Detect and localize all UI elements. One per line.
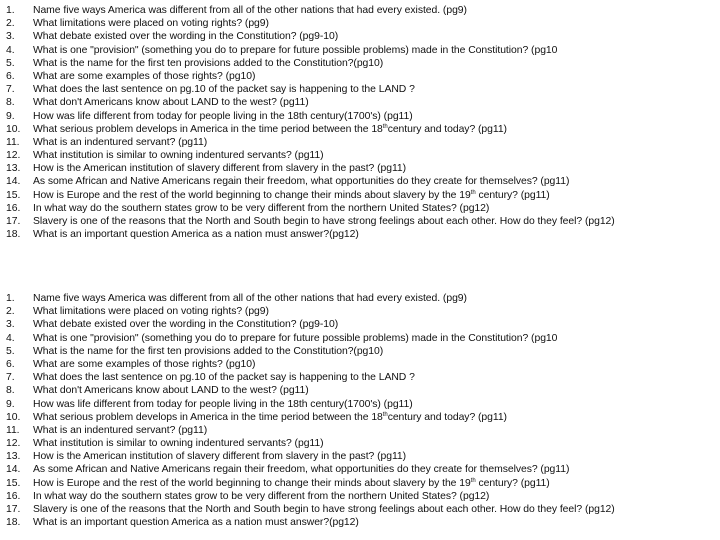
question-item	[6, 318, 718, 331]
question-item	[6, 345, 718, 358]
question-text	[33, 189, 550, 202]
question-item	[6, 411, 718, 424]
question-text	[33, 4, 467, 17]
question-text	[33, 44, 557, 57]
question-text-segment: What institution is similar to owning indentured servants? (pg11)	[33, 438, 324, 450]
question-text	[33, 450, 406, 463]
question-text	[33, 516, 359, 529]
question-text	[33, 70, 255, 83]
question-item	[6, 96, 718, 109]
question-text-segment: What is an important question America as a nation must answer?(pg12)	[33, 229, 359, 241]
question-text-segment: In what way do the southern states grow to be very different from the northern United States? (pg12)	[33, 490, 490, 502]
question-item	[6, 57, 718, 70]
question-text	[33, 17, 269, 30]
question-text-segment: Slavery is one of the reasons that the North and South begin to have strong feelings about each other. How do they feel? (pg12)	[33, 504, 615, 515]
question-text	[33, 96, 309, 109]
question-number: 13.	[6, 163, 21, 175]
question-text-segment: What is the name for the first ten provisions added to the Constitution?(pg10)	[33, 345, 384, 357]
question-number: 12.	[6, 150, 21, 162]
question-number: 18.	[6, 517, 21, 529]
question-item	[6, 110, 718, 123]
question-item	[6, 516, 718, 529]
question-number: 9.	[6, 110, 15, 122]
question-text-segment: What does the last sentence on pg.10 of the packet say is happening to the LAND ?	[33, 84, 415, 96]
question-number: 7.	[6, 84, 15, 96]
question-text	[33, 358, 255, 371]
question-text-segment: What institution is similar to owning indentured servants? (pg11)	[33, 150, 324, 162]
question-number: 12.	[6, 438, 21, 450]
question-number: 14.	[6, 464, 21, 476]
question-text	[33, 228, 359, 241]
question-text	[33, 149, 324, 162]
question-item	[6, 123, 718, 136]
question-number: 10.	[6, 411, 21, 423]
question-item	[6, 358, 718, 371]
question-text	[33, 83, 415, 96]
question-text	[33, 332, 557, 345]
question-number: 14.	[6, 176, 21, 188]
question-item	[6, 44, 718, 57]
question-text	[33, 30, 338, 43]
question-number: 2.	[6, 306, 15, 318]
ordinal-superscript: th	[470, 189, 476, 196]
question-item	[6, 424, 718, 437]
question-number: 13.	[6, 451, 21, 463]
question-item	[6, 463, 718, 476]
question-text-segment: What is an indentured servant? (pg11)	[33, 424, 208, 436]
question-text-segment: As some African and Native Americans regain their freedom, what opportunities do they create for themselves? (pg11)	[33, 464, 570, 476]
question-text-segment: What is one "provision" (something you do to prepare for future possible problems) made in the Constitution? (pg10	[33, 44, 558, 56]
question-text-segment: What don't Americans know about LAND to the west? (pg11)	[33, 97, 309, 109]
question-number: 16.	[6, 490, 21, 502]
question-text	[33, 371, 415, 384]
question-text-segment: How is Europe and the rest of the world beginning to change their minds about slavery by the 19	[33, 189, 471, 201]
question-text	[33, 384, 309, 397]
question-text-segment: century and today? (pg11)	[387, 411, 507, 423]
question-text-segment: century? (pg11)	[475, 477, 550, 489]
question-text	[33, 215, 615, 228]
question-text	[33, 305, 269, 318]
question-item	[6, 149, 718, 162]
question-list-top	[6, 4, 718, 241]
question-text	[33, 202, 489, 215]
question-item	[6, 162, 718, 175]
question-item	[6, 292, 718, 305]
question-text	[33, 345, 383, 358]
question-text-segment: How is Europe and the rest of the world beginning to change their minds about slavery by the 19	[33, 477, 471, 489]
question-list-bottom	[6, 292, 718, 529]
question-text-segment: What is one "provision" (something you do to prepare for future possible problems) made in the Constitution? (pg10	[33, 332, 558, 344]
ordinal-superscript: th	[382, 411, 388, 418]
question-item	[6, 503, 718, 516]
question-item	[6, 4, 718, 17]
question-number: 4.	[6, 332, 15, 344]
question-item	[6, 305, 718, 318]
question-item	[6, 83, 718, 96]
question-item	[6, 384, 718, 397]
question-text	[33, 175, 569, 188]
question-text	[33, 123, 507, 136]
question-item	[6, 398, 718, 411]
question-number: 16.	[6, 202, 21, 214]
question-text	[33, 477, 550, 490]
question-text-segment: What is the name for the first ten provisions added to the Constitution?(pg10)	[33, 57, 384, 69]
question-item	[6, 228, 718, 241]
question-item	[6, 332, 718, 345]
question-item	[6, 70, 718, 83]
question-text	[33, 292, 467, 305]
question-text-segment: What are some examples of those rights? (pg10)	[33, 358, 256, 370]
question-text	[33, 424, 207, 437]
question-text-segment: What is an indentured servant? (pg11)	[33, 136, 208, 148]
question-number: 1.	[6, 293, 15, 304]
question-text-segment: Name five ways America was different from all of the other nations that had every existed. (pg9)	[33, 293, 467, 304]
question-item	[6, 437, 718, 450]
question-number: 1.	[6, 5, 15, 16]
question-text-segment: What debate existed over the wording in the Constitution? (pg9-10)	[33, 319, 339, 331]
question-text	[33, 398, 413, 411]
question-number: 15.	[6, 477, 21, 489]
question-text-segment: What limitations were placed on voting rights? (pg9)	[33, 306, 269, 318]
question-text-segment: What are some examples of those rights? (pg10)	[33, 70, 256, 82]
question-item	[6, 490, 718, 503]
question-number: 17.	[6, 216, 21, 227]
question-item	[6, 450, 718, 463]
question-number: 4.	[6, 44, 15, 56]
question-item	[6, 136, 718, 149]
question-item	[6, 17, 718, 30]
question-text	[33, 162, 406, 175]
question-text-segment: As some African and Native Americans regain their freedom, what opportunities do they create for themselves? (pg11)	[33, 176, 570, 188]
question-item	[6, 371, 718, 384]
question-text	[33, 318, 338, 331]
question-text-segment: Name five ways America was different from all of the other nations that had every existed. (pg9)	[33, 5, 467, 16]
ordinal-superscript: th	[470, 477, 476, 484]
question-text	[33, 57, 383, 70]
question-number: 8.	[6, 97, 15, 109]
question-text-segment: How is the American institution of slavery different from slavery in the past? (pg11)	[33, 163, 407, 175]
question-text-segment: What limitations were placed on voting rights? (pg9)	[33, 18, 269, 30]
question-text	[33, 136, 207, 149]
question-number: 5.	[6, 345, 15, 357]
question-number: 3.	[6, 319, 15, 331]
question-number: 3.	[6, 31, 15, 43]
question-text-segment: In what way do the southern states grow to be very different from the northern United States? (pg12)	[33, 202, 490, 214]
question-number: 11.	[6, 424, 20, 436]
question-number: 6.	[6, 358, 15, 370]
question-text-segment: What serious problem develops in America in the time period between the 18	[33, 411, 383, 423]
question-number: 8.	[6, 385, 15, 397]
question-text	[33, 463, 569, 476]
question-text-segment: What does the last sentence on pg.10 of the packet say is happening to the LAND ?	[33, 372, 415, 384]
question-text-segment: What don't Americans know about LAND to the west? (pg11)	[33, 385, 309, 397]
question-item	[6, 202, 718, 215]
question-item	[6, 175, 718, 188]
question-item	[6, 189, 718, 202]
question-text	[33, 490, 489, 503]
question-item	[6, 477, 718, 490]
question-number: 9.	[6, 398, 15, 410]
question-number: 2.	[6, 18, 15, 30]
ordinal-superscript: th	[382, 123, 388, 130]
question-text-segment: How was life different from today for people living in the 18th century(1700's) (pg11)	[33, 110, 413, 122]
question-number: 5.	[6, 57, 15, 69]
question-number: 17.	[6, 504, 21, 515]
question-number: 18.	[6, 229, 21, 241]
question-text-segment: century? (pg11)	[475, 189, 550, 201]
question-text-segment: How is the American institution of slavery different from slavery in the past? (pg11)	[33, 451, 407, 463]
question-text-segment: Slavery is one of the reasons that the North and South begin to have strong feelings about each other. How do they feel? (pg12)	[33, 216, 615, 227]
question-text	[33, 437, 324, 450]
question-item	[6, 30, 718, 43]
question-text	[33, 411, 507, 424]
question-number: 15.	[6, 189, 21, 201]
question-text	[33, 503, 615, 516]
question-number: 11.	[6, 136, 20, 148]
question-number: 7.	[6, 372, 15, 384]
question-number: 6.	[6, 70, 15, 82]
question-item	[6, 215, 718, 228]
question-number: 10.	[6, 123, 21, 135]
question-text	[33, 110, 413, 123]
question-text-segment: What debate existed over the wording in the Constitution? (pg9-10)	[33, 31, 339, 43]
question-text-segment: What is an important question America as a nation must answer?(pg12)	[33, 517, 359, 529]
question-text-segment: How was life different from today for people living in the 18th century(1700's) (pg11)	[33, 398, 413, 410]
question-text-segment: What serious problem develops in America in the time period between the 18	[33, 123, 383, 135]
question-text-segment: century and today? (pg11)	[387, 123, 507, 135]
